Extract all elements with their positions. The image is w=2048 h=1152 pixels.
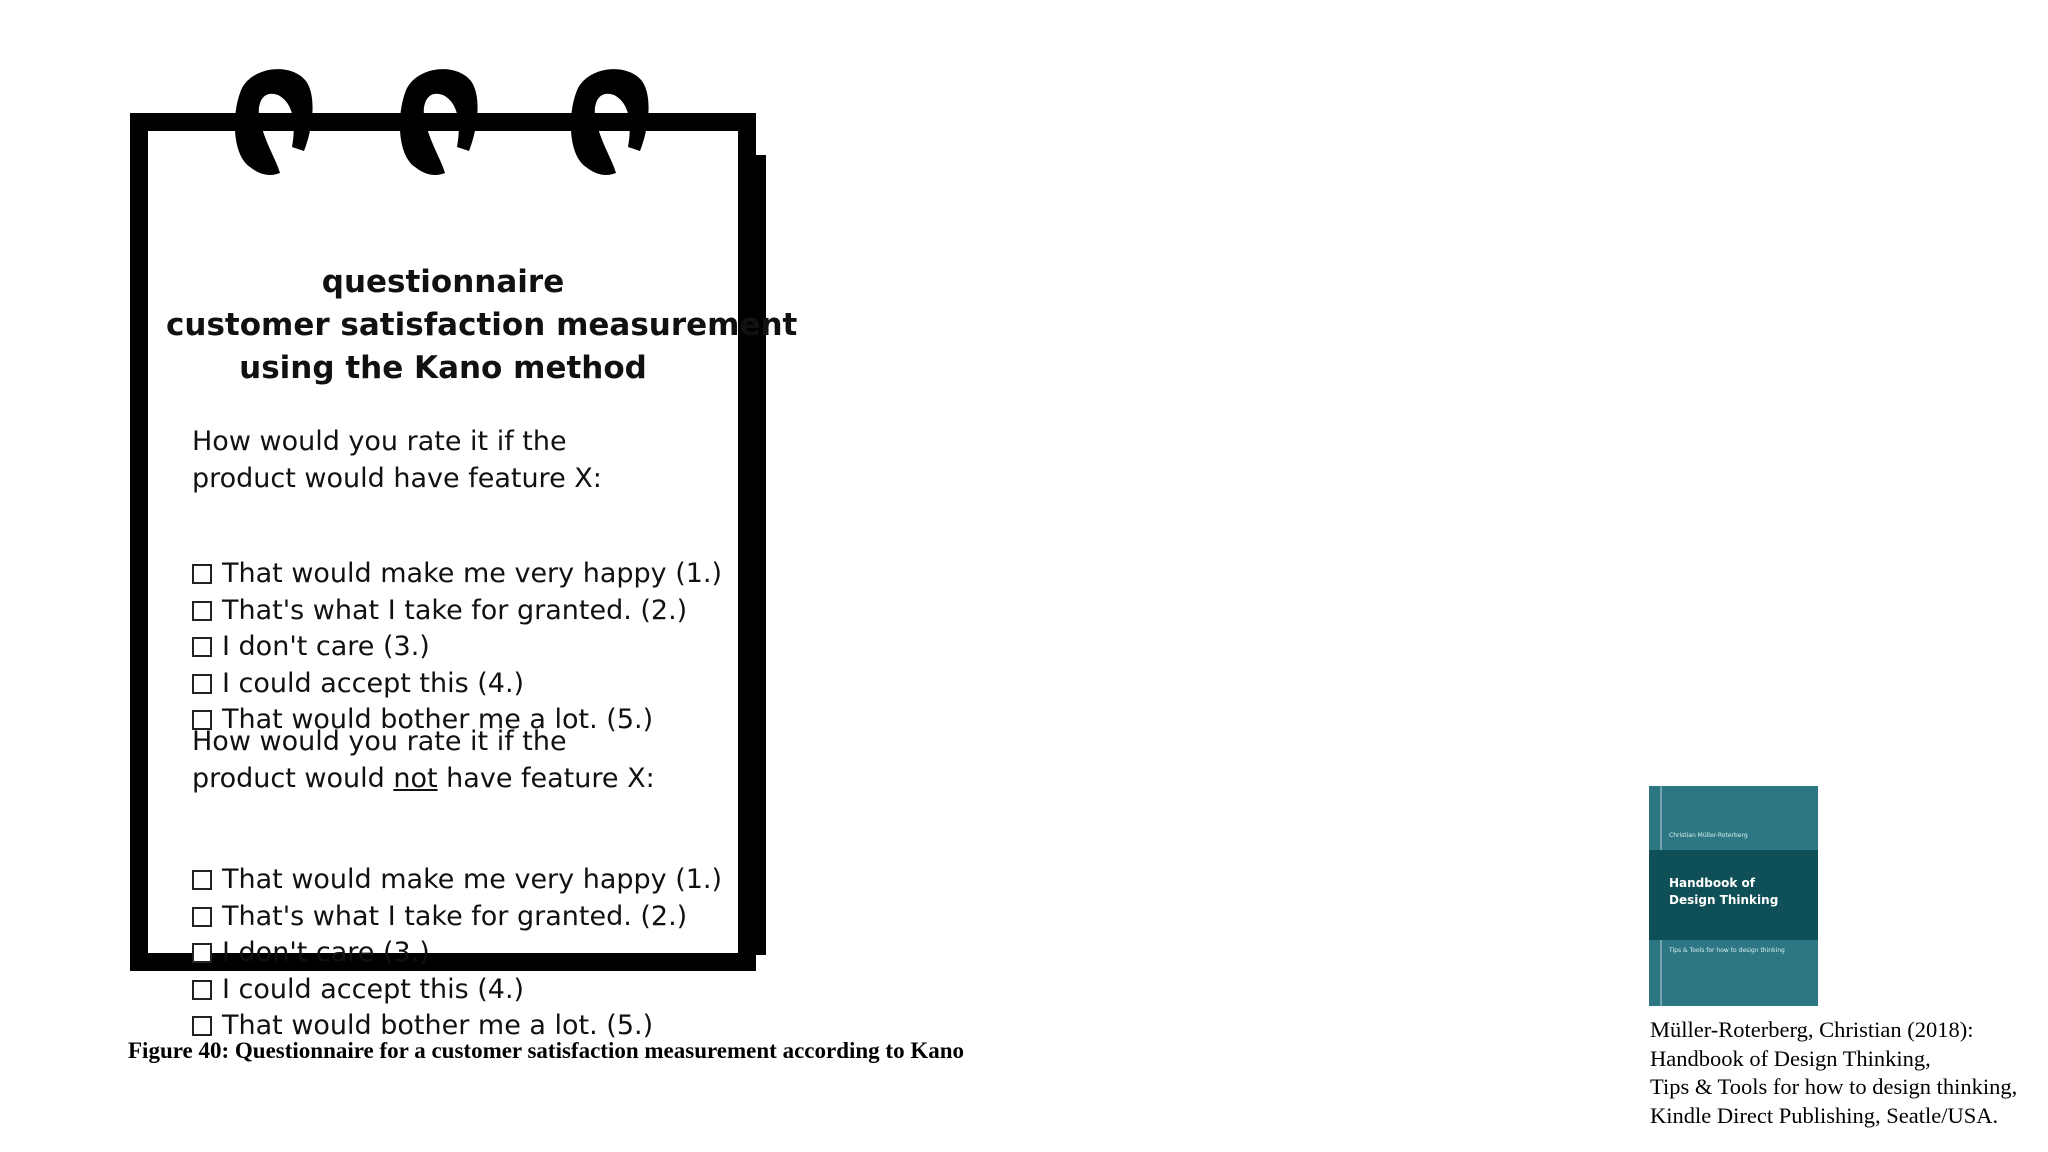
questionnaire-title-line: questionnaire — [321, 264, 565, 300]
question-with-feature — [192, 423, 602, 497]
spiral-ring-icon — [566, 55, 656, 185]
notepad-front-sheet — [130, 113, 798, 1041]
checkbox-icon[interactable] — [192, 907, 212, 927]
answer-option-label: That would make me very happy (1.) — [222, 558, 723, 589]
answer-option-label: That would make me very happy (1.) — [222, 864, 723, 895]
answer-option-label: I don't care (3.) — [222, 631, 430, 662]
question-without-feature — [192, 723, 655, 797]
answer-option-label: I could accept this (4.) — [222, 667, 525, 699]
answer-option-label: I don't care (3.) — [222, 937, 430, 968]
book-title-line: Handbook of — [1669, 876, 1755, 890]
questionnaire-title — [166, 261, 798, 390]
questionnaire-title-line: using the Kano method — [239, 350, 647, 386]
checkbox-icon[interactable] — [192, 674, 212, 694]
citation-reference — [1650, 1016, 2017, 1130]
checkbox-icon[interactable] — [192, 601, 212, 621]
spiral-ring-icon — [395, 55, 485, 185]
answer-option — [192, 972, 722, 1009]
reference-line: Handbook of Design Thinking, — [1650, 1045, 1931, 1071]
notepad-illustration — [130, 55, 810, 1041]
questionnaire-title-line: customer satisfaction measurement — [166, 307, 798, 343]
question-line: How would you rate it if the — [192, 726, 567, 757]
answer-option — [192, 593, 722, 630]
book-subtitle: Tips & Tools for how to design thinking — [1669, 947, 1785, 954]
question-text: have feature X: — [437, 763, 655, 794]
book-title — [1669, 875, 1778, 909]
checkbox-icon[interactable] — [192, 870, 212, 890]
question-text: product would — [192, 763, 394, 794]
question-line: How would you rate it if the — [192, 426, 567, 457]
book-cover — [1649, 786, 1818, 1006]
book-title-line: Design Thinking — [1669, 893, 1779, 907]
answer-options-with-feature — [192, 556, 722, 739]
reference-line: Müller-Roterberg, Christian (2018): — [1650, 1017, 1974, 1042]
answer-option-label: That's what I take for granted. (2.) — [222, 900, 688, 932]
figure-caption: Figure 40: Questionnaire for a customer satisfaction measurement according to Kano — [128, 1038, 965, 1063]
answer-option — [192, 862, 722, 899]
answer-option — [192, 935, 722, 972]
answer-option-label: That would bother me a lot. (5.) — [222, 704, 654, 735]
checkbox-icon[interactable] — [192, 1016, 212, 1036]
reference-line: Tips & Tools for how to design thinking, — [1650, 1074, 2018, 1099]
question-emphasis: not — [393, 763, 438, 794]
answer-option — [192, 629, 722, 666]
answer-options-without-feature — [192, 862, 722, 1045]
checkbox-icon[interactable] — [192, 980, 212, 1000]
answer-option — [192, 666, 722, 703]
checkbox-icon[interactable] — [192, 564, 212, 584]
answer-option-label: That would bother me a lot. (5.) — [222, 1010, 654, 1041]
checkbox-icon[interactable] — [192, 637, 212, 657]
checkbox-icon[interactable] — [192, 943, 212, 963]
reference-line: Kindle Direct Publishing, Seatle/USA. — [1650, 1102, 1999, 1128]
question-line: product would have feature X: — [192, 463, 602, 494]
answer-option — [192, 556, 722, 593]
answer-option-label: That's what I take for granted. (2.) — [222, 594, 688, 626]
answer-option-label: I could accept this (4.) — [222, 973, 525, 1005]
book-author: Christian Müller-Roterberg — [1669, 832, 1748, 839]
question-line — [192, 760, 655, 797]
answer-option — [192, 899, 722, 936]
spiral-ring-icon — [230, 55, 320, 185]
